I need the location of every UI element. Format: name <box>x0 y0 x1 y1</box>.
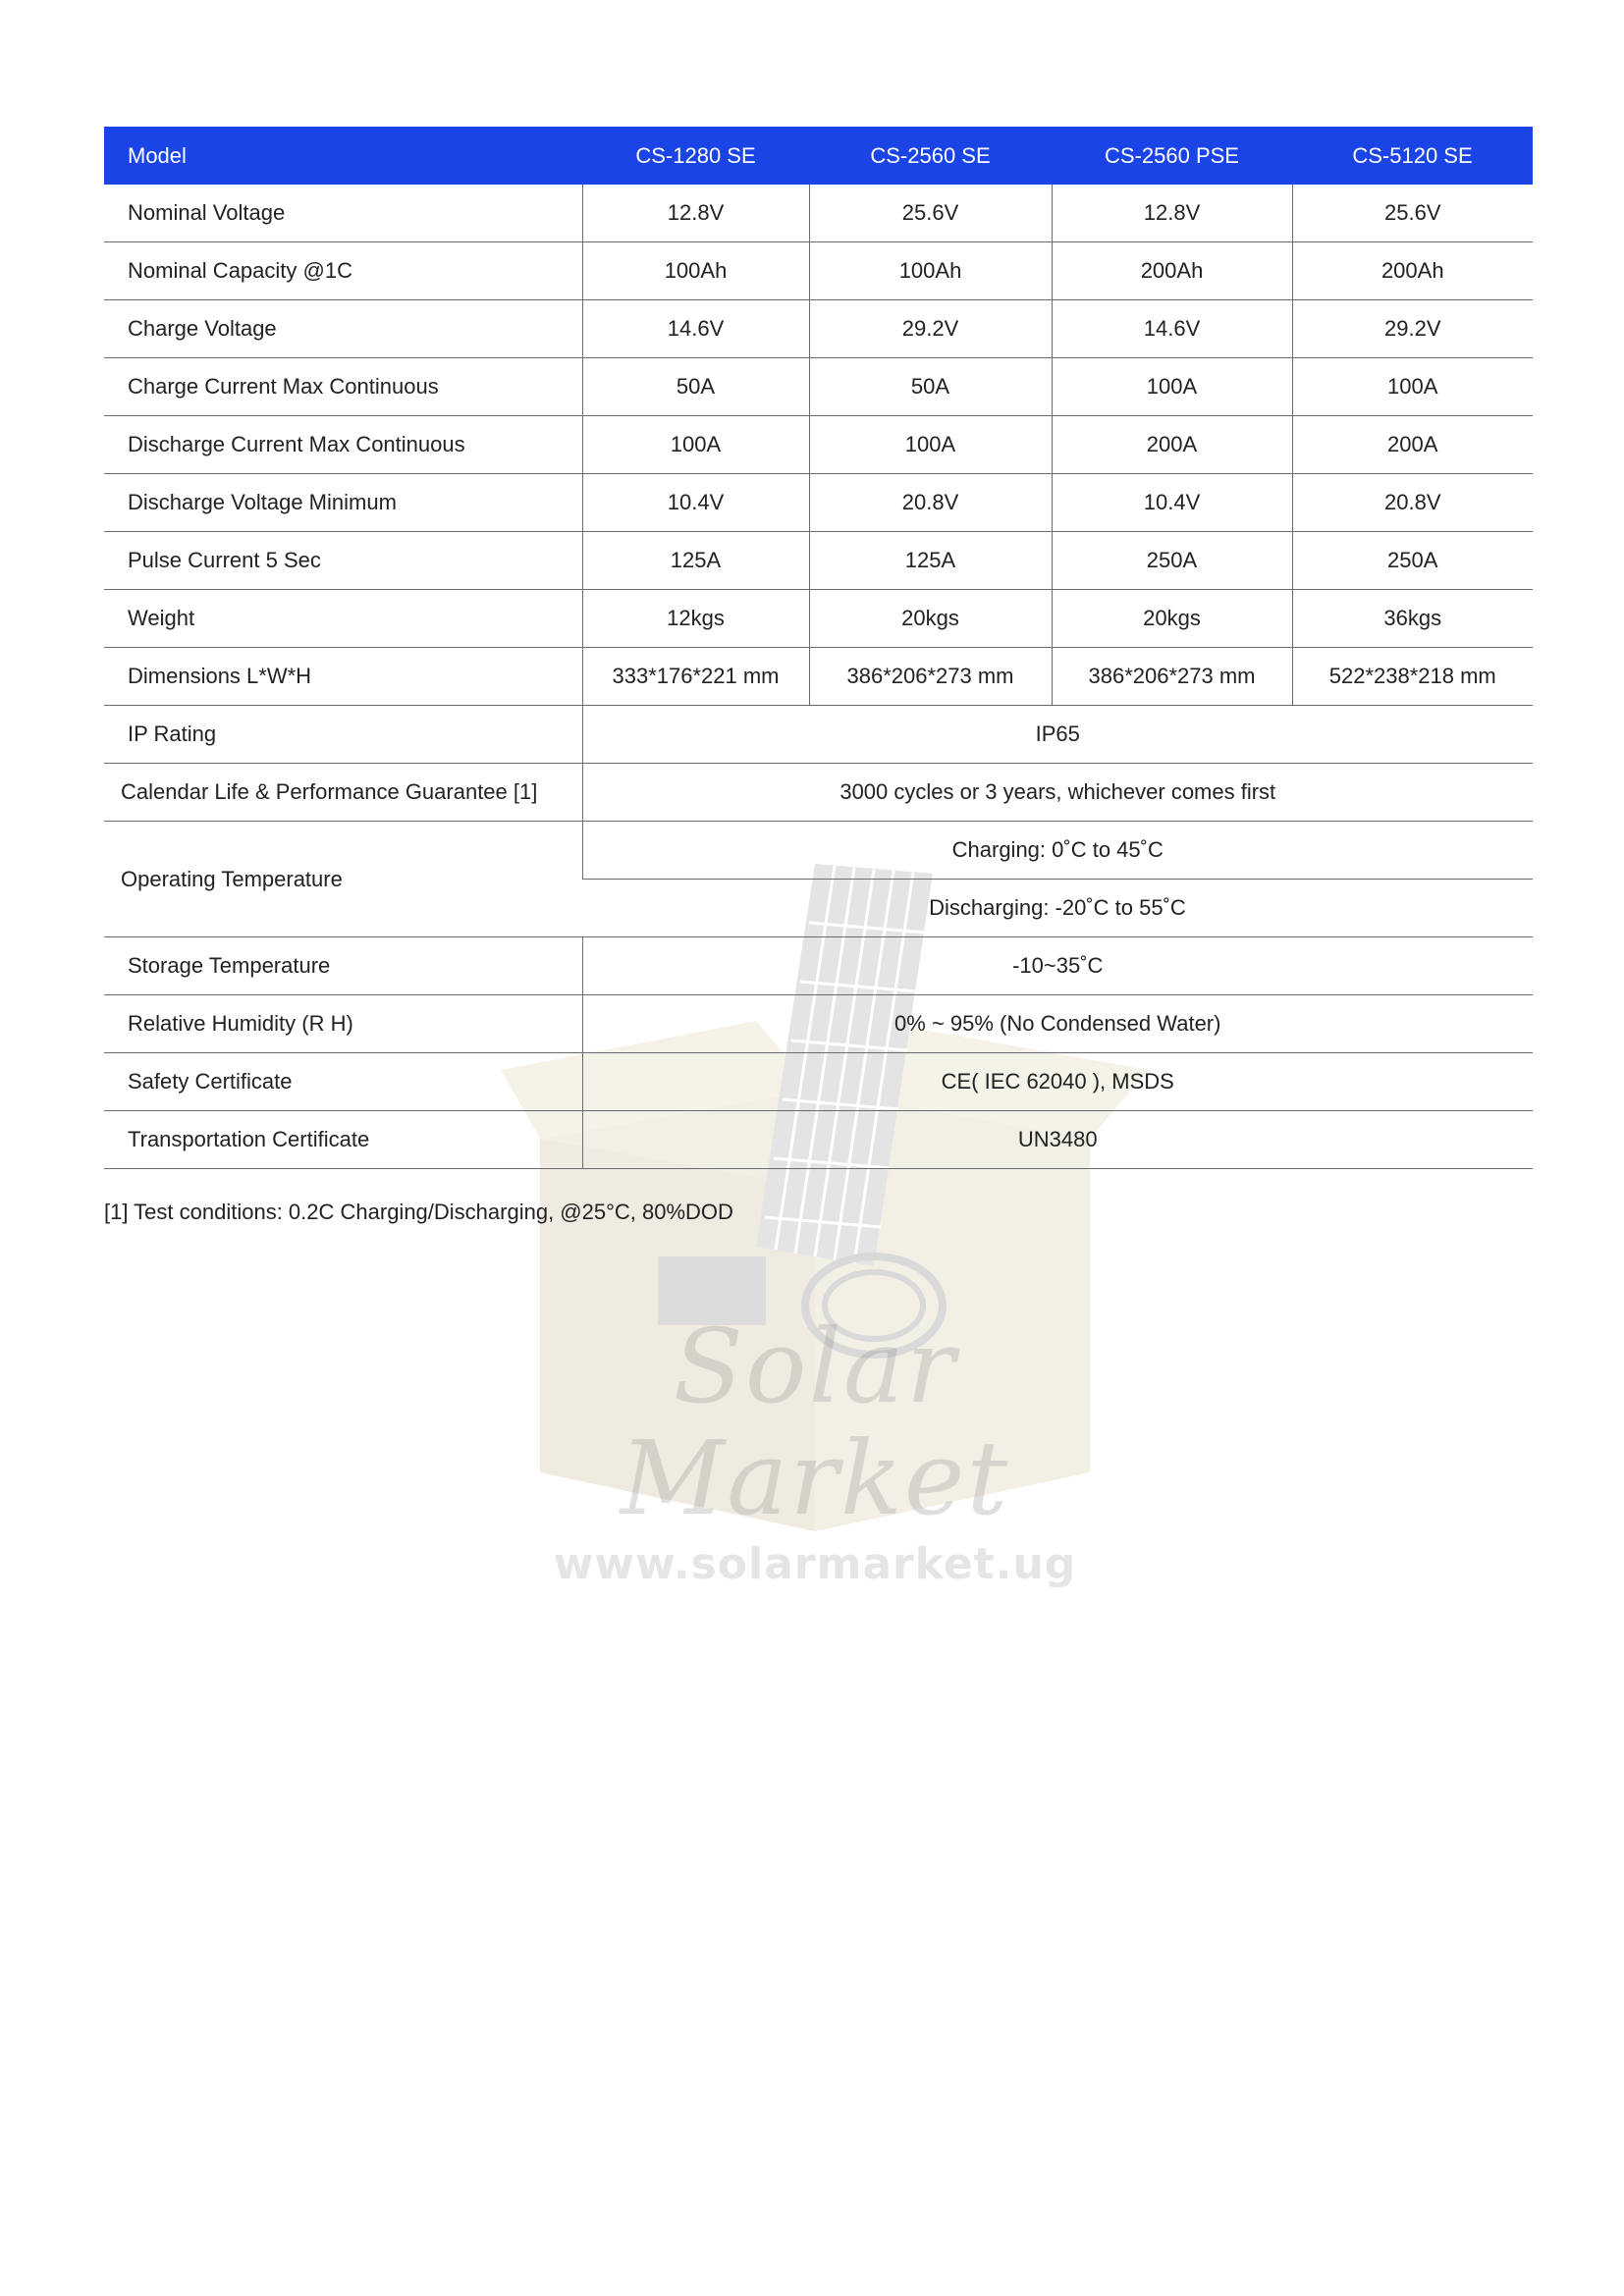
cell-value-discharging: Discharging: -20˚C to 55˚C <box>582 880 1533 937</box>
cell-value: 20kgs <box>809 590 1052 648</box>
cell-value: 386*206*273 mm <box>809 648 1052 706</box>
cell-value: 100A <box>1292 358 1533 416</box>
watermark-text <box>461 1307 1168 1589</box>
row-label: Discharge Voltage Minimum <box>104 474 582 532</box>
spec-table <box>104 127 1533 1169</box>
cell-value-merged: IP65 <box>582 706 1533 764</box>
cell-value: 25.6V <box>1292 185 1533 242</box>
table-row-relative-humidity <box>104 995 1533 1053</box>
cell-value-merged: UN3480 <box>582 1111 1533 1169</box>
table-body <box>104 185 1533 1169</box>
header-cs-2560-se: CS-2560 SE <box>809 127 1052 185</box>
table-row <box>104 185 1533 242</box>
table-row <box>104 648 1533 706</box>
cell-value: 12kgs <box>582 590 809 648</box>
cell-value-merged: -10~35˚C <box>582 937 1533 995</box>
cell-value: 20.8V <box>1292 474 1533 532</box>
cell-value: 50A <box>582 358 809 416</box>
table-row-operating-temperature <box>104 822 1533 880</box>
cell-value: 100A <box>809 416 1052 474</box>
footnote: [1] Test conditions: 0.2C Charging/Discharging, @25°C, 80%DOD <box>104 1200 733 1224</box>
cell-value: 200A <box>1292 416 1533 474</box>
cell-value: 125A <box>582 532 809 590</box>
row-label: Operating Temperature <box>104 822 582 937</box>
cell-value: 250A <box>1292 532 1533 590</box>
row-label: Dimensions L*W*H <box>104 648 582 706</box>
table-row <box>104 358 1533 416</box>
cell-value: 386*206*273 mm <box>1052 648 1292 706</box>
cell-value: 100A <box>582 416 809 474</box>
row-label: IP Rating <box>104 706 582 764</box>
cell-value: 250A <box>1052 532 1292 590</box>
cell-value-merged: CE( IEC 62040 ), MSDS <box>582 1053 1533 1111</box>
cell-value: 10.4V <box>582 474 809 532</box>
cell-value: 36kgs <box>1292 590 1533 648</box>
cell-value: 200A <box>1052 416 1292 474</box>
cell-value: 200Ah <box>1292 242 1533 300</box>
table-row <box>104 416 1533 474</box>
cell-value: 29.2V <box>1292 300 1533 358</box>
row-label: Nominal Capacity @1C <box>104 242 582 300</box>
cell-value: 100Ah <box>809 242 1052 300</box>
header-cs-1280-se: CS-1280 SE <box>582 127 809 185</box>
cell-value: 333*176*221 mm <box>582 648 809 706</box>
cell-value: 200Ah <box>1052 242 1292 300</box>
cell-value-charging: Charging: 0˚C to 45˚C <box>582 822 1533 880</box>
cell-value: 20.8V <box>809 474 1052 532</box>
table-row <box>104 590 1533 648</box>
cell-value: 25.6V <box>809 185 1052 242</box>
cell-value: 10.4V <box>1052 474 1292 532</box>
table-header <box>104 127 1533 185</box>
header-cs-5120-se: CS-5120 SE <box>1292 127 1533 185</box>
cell-value: 50A <box>809 358 1052 416</box>
watermark-band <box>471 1340 1149 1418</box>
cell-value: 20kgs <box>1052 590 1292 648</box>
cell-value: 100Ah <box>582 242 809 300</box>
row-label: Relative Humidity (R H) <box>104 995 582 1053</box>
cell-value: 12.8V <box>582 185 809 242</box>
watermark-brand: Solar Market <box>620 1307 1010 1539</box>
watermark-url: www.solarmarket.ug <box>553 1538 1077 1589</box>
table-row-calendar-life <box>104 764 1533 822</box>
row-label: Pulse Current 5 Sec <box>104 532 582 590</box>
cell-value: 14.6V <box>1052 300 1292 358</box>
table-row-storage-temperature <box>104 937 1533 995</box>
row-label: Weight <box>104 590 582 648</box>
cell-value-merged: 3000 cycles or 3 years, whichever comes first <box>582 764 1533 822</box>
cell-value: 125A <box>809 532 1052 590</box>
row-label: Calendar Life & Performance Guarantee [1] <box>104 764 582 822</box>
row-label: Nominal Voltage <box>104 185 582 242</box>
row-label: Storage Temperature <box>104 937 582 995</box>
cell-value: 29.2V <box>809 300 1052 358</box>
cell-value: 522*238*218 mm <box>1292 648 1533 706</box>
table-row-transportation-certificate <box>104 1111 1533 1169</box>
table-row <box>104 242 1533 300</box>
table-row <box>104 474 1533 532</box>
row-label: Discharge Current Max Continuous <box>104 416 582 474</box>
table-row <box>104 300 1533 358</box>
cell-value: 12.8V <box>1052 185 1292 242</box>
row-label: Charge Voltage <box>104 300 582 358</box>
cell-value: 100A <box>1052 358 1292 416</box>
table-row-safety-certificate <box>104 1053 1533 1111</box>
table-row <box>104 532 1533 590</box>
header-model: Model <box>104 127 582 185</box>
row-label: Safety Certificate <box>104 1053 582 1111</box>
table-row-ip-rating <box>104 706 1533 764</box>
header-row <box>104 127 1533 185</box>
cell-value: 14.6V <box>582 300 809 358</box>
row-label: Transportation Certificate <box>104 1111 582 1169</box>
header-cs-2560-pse: CS-2560 PSE <box>1052 127 1292 185</box>
row-label: Charge Current Max Continuous <box>104 358 582 416</box>
cell-value-merged: 0% ~ 95% (No Condensed Water) <box>582 995 1533 1053</box>
